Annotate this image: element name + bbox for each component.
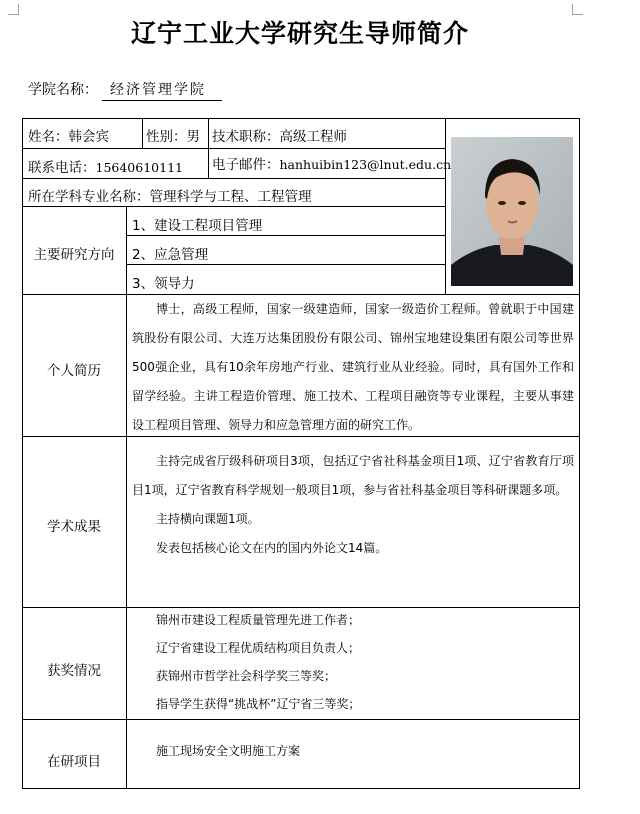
research-label: 主要研究方向 bbox=[33, 247, 115, 263]
college-row bbox=[28, 79, 222, 101]
college-value: 经济管理学院 bbox=[102, 79, 222, 101]
email-field bbox=[212, 153, 451, 173]
research-item: 2、应急管理 bbox=[132, 247, 209, 263]
award-item: 辽宁省建设工程优质结构项目负责人； bbox=[156, 641, 361, 655]
research-item: 1、建设工程项目管理 bbox=[132, 218, 263, 234]
achievement-paragraph: 主持完成省厅级科研项目3项，包括辽宁省社科基金项目1项、辽宁省教育厅项目1项，辽宁省教育科学规划一般项目1项，参与省社科基金项目等科研课题多项。 bbox=[132, 454, 574, 497]
achievements-text bbox=[132, 447, 574, 563]
email-value: hanhuibin123@lnut.edu.cn bbox=[279, 157, 452, 172]
bio-text bbox=[132, 295, 574, 440]
discipline-field: 所在学科专业名称：管理科学与工程、工程管理 bbox=[28, 189, 312, 205]
document-title: 辽宁工业大学研究生导师简介 bbox=[130, 19, 469, 48]
achievement-paragraph: 主持横向课题1项。 bbox=[156, 512, 260, 526]
email-label: 电子邮件： bbox=[212, 157, 280, 173]
award-item: 获锦州市哲学社会科学奖三等奖； bbox=[156, 669, 337, 683]
awards-list bbox=[132, 606, 574, 718]
college-label: 学院名称： bbox=[28, 82, 98, 98]
achievements-label: 学术成果 bbox=[47, 519, 101, 535]
phone-value: 15640610111 bbox=[95, 160, 183, 175]
bio-label: 个人简历 bbox=[47, 363, 101, 379]
projects-label: 在研项目 bbox=[47, 754, 101, 770]
award-item: 锦州市建设工程质量管理先进工作者； bbox=[156, 613, 361, 627]
gender-field: 性别：男 bbox=[146, 129, 200, 145]
bio-paragraph: 博士，高级工程师，国家一级建造师，国家一级造价工程师。曾就职于中国建筑股份有限公司、大连万达集团股份有限公司、锦州宝地建设集团有限公司等世界500强企业，具有10余年房地产行业、建筑行业从业经验。同时，具有国外工作和留学经验。主讲工程造价管理、施工技术、工程项目融资等专业课程，主要从事建设工程项目管理、领导力和应急管理方面的研究工作。 bbox=[132, 302, 574, 432]
job-title-field: 技术职称：高级工程师 bbox=[212, 129, 347, 145]
phone-field bbox=[28, 156, 183, 176]
phone-label: 联系电话： bbox=[28, 160, 96, 176]
profile-photo bbox=[451, 137, 573, 286]
projects-text bbox=[132, 737, 574, 766]
award-item: 指导学生获得“挑战杯”辽宁省三等奖； bbox=[156, 697, 361, 711]
name-field: 姓名：韩会宾 bbox=[28, 129, 109, 145]
project-item: 施工现场安全文明施工方案 bbox=[156, 744, 301, 758]
research-item: 3、领导力 bbox=[132, 276, 195, 292]
awards-label: 获奖情况 bbox=[47, 663, 101, 679]
achievement-paragraph: 发表包括核心论文在内的国内外论文14篇。 bbox=[156, 541, 388, 555]
